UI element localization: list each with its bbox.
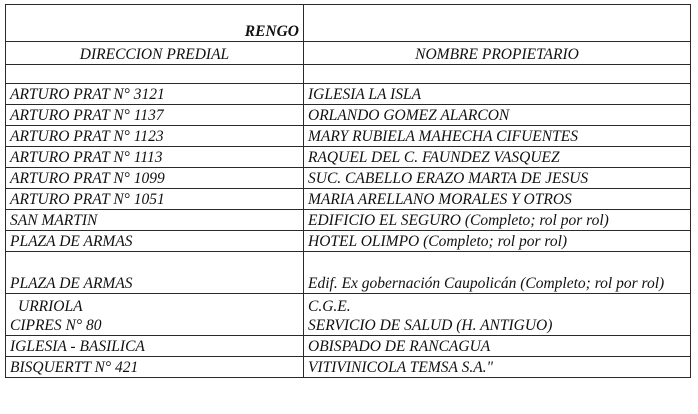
- column-header-address: DIRECCION PREDIAL: [6, 42, 304, 65]
- blank-cell: [304, 65, 691, 84]
- table-row: [6, 210, 691, 231]
- table-row: [6, 336, 691, 357]
- table-row: [6, 105, 691, 126]
- table-row: [6, 126, 691, 147]
- owner-line-1: C.G.E.: [308, 298, 351, 315]
- address-cell: ARTURO PRAT N° 1051: [6, 189, 304, 210]
- blank-row: [6, 65, 691, 84]
- table-row: [6, 168, 691, 189]
- owner-line-2: SERVICIO DE SALUD (H. ANTIGUO): [308, 317, 553, 334]
- owner-cell: Edif. Ex gobernación Caupolicán (Completo; rol por rol): [304, 252, 691, 294]
- owner-cell: ORLANDO GOMEZ ALARCON: [304, 105, 691, 126]
- table-row: [6, 357, 691, 378]
- owner-cell: RAQUEL DEL C. FAUNDEZ VASQUEZ: [304, 147, 691, 168]
- address-cell: [6, 294, 304, 336]
- table-row: [6, 252, 691, 294]
- address-cell: PLAZA DE ARMAS: [6, 231, 304, 252]
- owner-cell: [304, 294, 691, 336]
- address-cell: ARTURO PRAT N° 1099: [6, 168, 304, 189]
- owner-cell: EDIFICIO EL SEGURO (Completo; rol por rol): [304, 210, 691, 231]
- address-cell: SAN MARTIN: [6, 210, 304, 231]
- owner-cell: HOTEL OLIMPO (Completo; rol por rol): [304, 231, 691, 252]
- city-title: RENGO: [6, 5, 304, 42]
- owner-cell: SUC. CABELLO ERAZO MARTA DE JESUS: [304, 168, 691, 189]
- address-line-1: URRIOLA: [18, 298, 83, 315]
- owner-cell: MARY RUBIELA MAHECHA CIFUENTES: [304, 126, 691, 147]
- table-row: [6, 84, 691, 105]
- table-row: [6, 189, 691, 210]
- address-cell: PLAZA DE ARMAS: [6, 252, 304, 294]
- header-row: [6, 42, 691, 65]
- owner-cell: VITIVINICOLA TEMSA S.A.": [304, 357, 691, 378]
- table-row: [6, 147, 691, 168]
- property-table: [5, 4, 691, 378]
- table-row: [6, 294, 691, 336]
- column-header-owner: NOMBRE PROPIETARIO: [304, 42, 691, 65]
- address-cell: ARTURO PRAT N° 1137: [6, 105, 304, 126]
- address-cell: ARTURO PRAT N° 1113: [6, 147, 304, 168]
- address-line-2: CIPRES N° 80: [10, 317, 102, 334]
- owner-cell: IGLESIA LA ISLA: [304, 84, 691, 105]
- address-cell: ARTURO PRAT N° 3121: [6, 84, 304, 105]
- owner-cell: OBISPADO DE RANCAGUA: [304, 336, 691, 357]
- title-row: [6, 5, 691, 42]
- table-row: [6, 231, 691, 252]
- address-cell: ARTURO PRAT N° 1123: [6, 126, 304, 147]
- address-cell: IGLESIA - BASILICA: [6, 336, 304, 357]
- owner-cell: MARIA ARELLANO MORALES Y OTROS: [304, 189, 691, 210]
- title-empty-cell: [304, 5, 691, 42]
- blank-cell: [6, 65, 304, 84]
- address-cell: BISQUERTT N° 421: [6, 357, 304, 378]
